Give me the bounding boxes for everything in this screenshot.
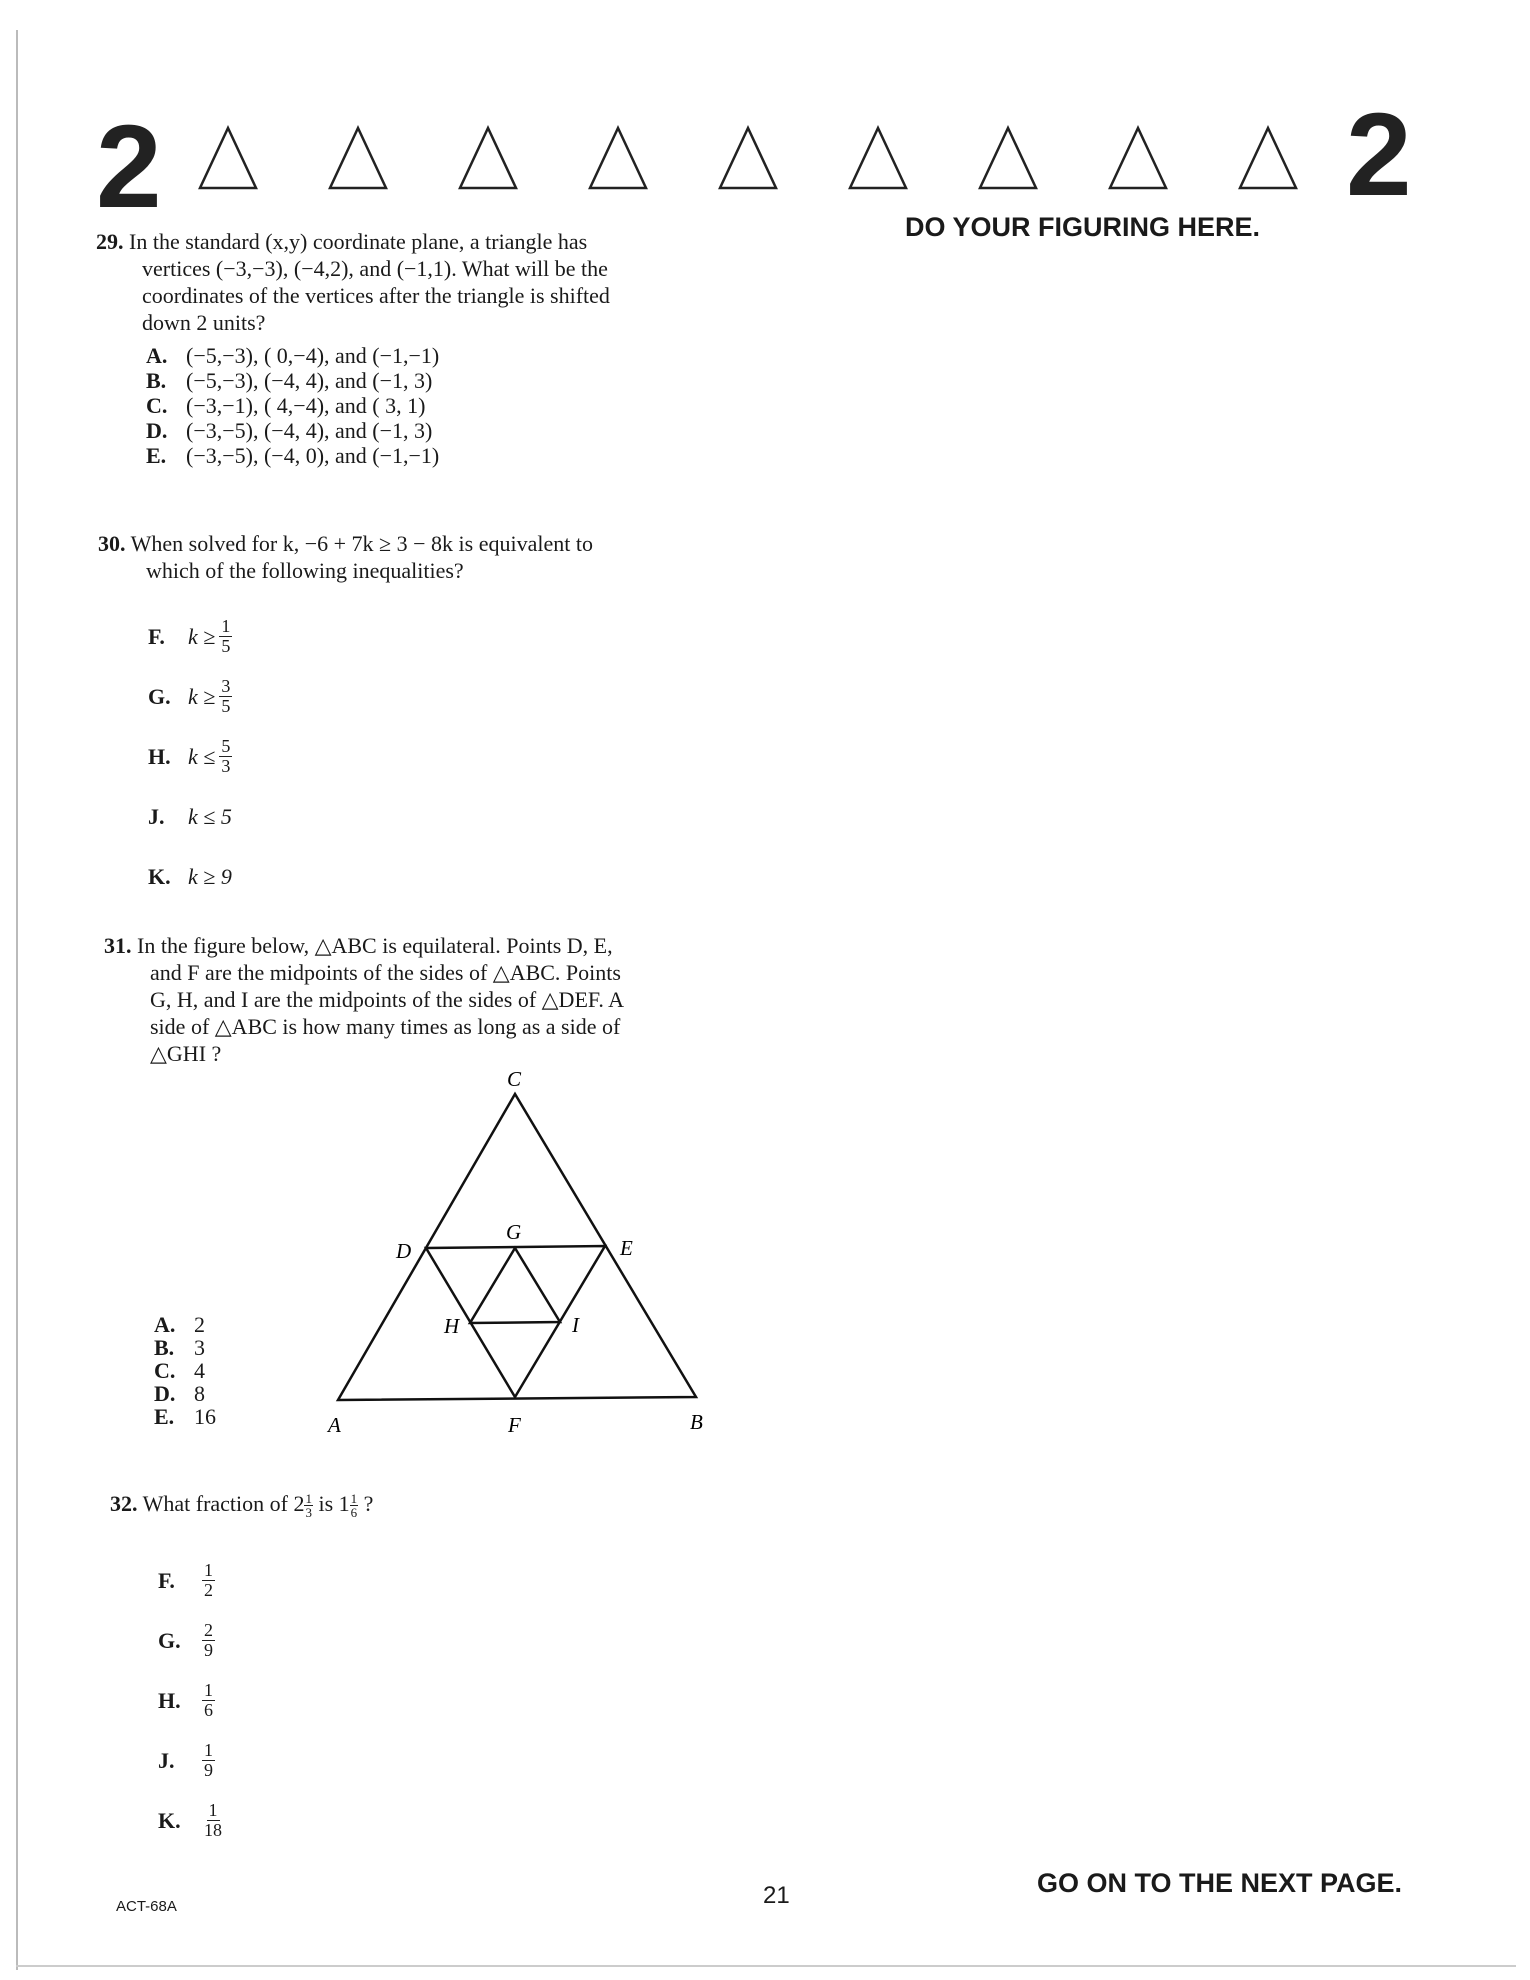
triangle-outline-icon xyxy=(590,128,646,188)
answer-choice[interactable]: J. $\frac{1}{9}$ xyxy=(158,1739,213,1780)
triangle-outline-icon xyxy=(850,128,906,188)
triangle-outline-icon xyxy=(1240,128,1296,188)
q31-choices xyxy=(154,1313,216,1428)
q30-choices xyxy=(148,606,232,906)
answer-choice[interactable]: H. $\frac{1}{6}$ xyxy=(158,1679,213,1720)
answer-choice[interactable]: J. k ≤ 5 xyxy=(148,803,232,829)
answer-choice[interactable]: F. $\frac{1}{2}$ xyxy=(158,1559,213,1600)
answer-choice[interactable]: D. (−3,−5), (−4, 4), and (−1, 3) xyxy=(146,418,433,443)
question-text: When solved for k, −6 + 7k ≥ 3 − 8k is equivalent to xyxy=(130,531,593,556)
page-number: 21 xyxy=(763,1882,790,1909)
answer-choice[interactable]: C. 4 xyxy=(154,1358,205,1383)
question-number: 29. xyxy=(96,229,124,254)
question-29 xyxy=(96,228,736,336)
label-B: B xyxy=(690,1410,703,1434)
label-F: F xyxy=(508,1413,521,1437)
question-text: and F are the midpoints of the sides of △ABC. Points xyxy=(150,960,621,985)
triangle-outline-icon xyxy=(460,128,516,188)
question-text: vertices (−3,−3), (−4,2), and (−1,1). What will be the xyxy=(142,256,608,281)
question-number: 30. xyxy=(98,531,126,556)
answer-choice[interactable]: E. 16 xyxy=(154,1404,216,1429)
question-text: which of the following inequalities? xyxy=(146,558,464,583)
question-text: coordinates of the vertices after the triangle is shifted xyxy=(142,283,610,308)
question-text: down 2 units? xyxy=(142,310,266,335)
question-text: In the figure below, △ABC is equilateral. Points D, E, xyxy=(137,933,613,958)
triangle-outline-icon xyxy=(330,128,386,188)
form-code: ACT-68A xyxy=(116,1898,177,1915)
triangle-outline-icon xyxy=(980,128,1036,188)
triangle-outline-icon xyxy=(720,128,776,188)
triangle-outline-icon xyxy=(1110,128,1166,188)
answer-choice[interactable]: B. 3 xyxy=(154,1335,205,1360)
label-H: H xyxy=(444,1314,460,1338)
scan-bottom-line xyxy=(16,1965,1516,1967)
answer-choice[interactable]: K. k ≥ 9 xyxy=(148,863,232,889)
q32-choices xyxy=(158,1550,224,1850)
label-I: I xyxy=(572,1313,579,1337)
header-triangles xyxy=(190,120,1340,200)
label-G: G xyxy=(506,1220,522,1244)
answer-choice[interactable]: G. k ≥ $\frac{3}{5}$ xyxy=(148,675,231,716)
question-text: is 1 xyxy=(312,1491,350,1516)
answer-choice[interactable]: F. k ≥ $\frac{1}{5}$ xyxy=(148,615,231,656)
answer-choice[interactable]: C. (−3,−1), ( 4,−4), and ( 3, 1) xyxy=(146,393,426,418)
answer-choice[interactable]: G. $\frac{2}{9}$ xyxy=(158,1619,213,1660)
triangle-figure xyxy=(320,1060,740,1440)
triangle-ghi xyxy=(470,1248,560,1323)
answer-choice[interactable]: K. $\frac{1}{18}$ xyxy=(158,1799,222,1840)
section-number-right: 2 xyxy=(1346,89,1412,221)
answer-choice[interactable]: E. (−3,−5), (−4, 0), and (−1,−1) xyxy=(146,443,440,468)
question-text: In the standard (x,y) coordinate plane, a triangle has xyxy=(129,229,588,254)
section-number-left: 2 xyxy=(96,101,162,233)
answer-choice[interactable]: H. k ≤ $\frac{5}{3}$ xyxy=(148,735,231,776)
question-31 xyxy=(104,932,764,1067)
question-32: 32. What fraction of 2 $\frac{1}{3}$ is 1 $\frac{1}{6}$ ? xyxy=(110,1491,374,1521)
question-text: What fraction of 2 xyxy=(142,1491,305,1516)
answer-choice[interactable]: D. 8 xyxy=(154,1381,205,1406)
answer-choice[interactable]: A. 2 xyxy=(154,1312,205,1337)
triangle-outline-icon xyxy=(200,128,256,188)
question-text: G, H, and I are the midpoints of the sides of △DEF. A xyxy=(150,987,625,1012)
label-C: C xyxy=(507,1067,522,1091)
label-D: D xyxy=(396,1239,412,1263)
question-text: △GHI ? xyxy=(150,1041,222,1066)
question-30 xyxy=(98,530,758,584)
question-number: 31. xyxy=(104,933,132,958)
scan-edge-line xyxy=(16,30,18,1970)
answer-choice[interactable]: B. (−5,−3), (−4, 4), and (−1, 3) xyxy=(146,368,433,393)
label-E: E xyxy=(620,1236,633,1260)
label-A: A xyxy=(328,1413,341,1437)
q29-choices xyxy=(146,343,439,468)
question-text: side of △ABC is how many times as long as a side of xyxy=(150,1014,621,1039)
answer-choice[interactable]: A. (−5,−3), ( 0,−4), and (−1,−1) xyxy=(146,343,440,368)
question-number: 32. xyxy=(110,1491,138,1516)
figuring-label: DO YOUR FIGURING HERE. xyxy=(905,212,1261,242)
next-page-label: GO ON TO THE NEXT PAGE. xyxy=(1037,1868,1403,1898)
